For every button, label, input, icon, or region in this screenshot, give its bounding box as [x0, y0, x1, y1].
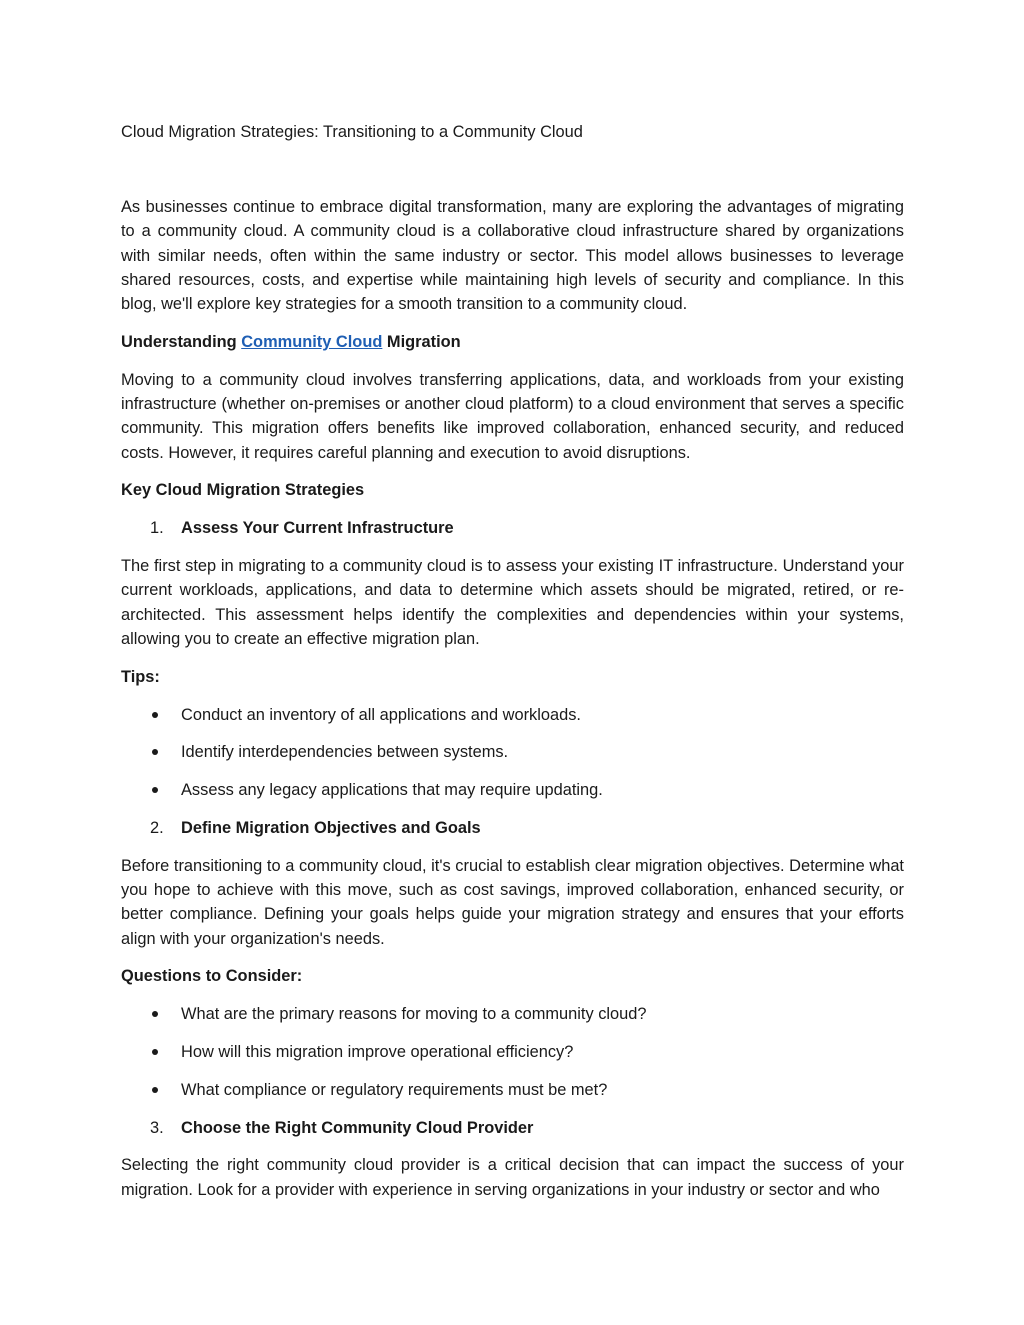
- list-item-text: What are the primary reasons for moving to a community cloud?: [181, 1005, 647, 1024]
- questions-heading: Questions to Consider:: [121, 967, 303, 986]
- list-item-text: What compliance or regulatory requirements must be met?: [181, 1080, 608, 1099]
- bullet-icon: [152, 749, 158, 755]
- step-3-title: Choose the Right Community Cloud Provider: [181, 1118, 534, 1137]
- intro-paragraph: As businesses continue to embrace digital transformation, many are exploring the advantages of migrating to a community cloud. A community cloud is a collaborative cloud infrastructure shared by organizations with similar needs, often within the same industry or sector. This model allows businesses to leverage shared resources, costs, and expertise while maintaining high levels of security and compliance. In this blog, we'll explore key strategies for a smooth transition to a community cloud.: [121, 198, 904, 314]
- bullet-icon: [152, 1011, 158, 1017]
- document-body: [121, 120, 904, 1216]
- step-3-number: 3.: [150, 1118, 164, 1137]
- step-3-heading: [121, 1116, 904, 1140]
- step-1-number: 1.: [150, 519, 164, 538]
- list-item-text: Identify interdependencies between systems.: [181, 743, 509, 762]
- bullet-icon: [152, 787, 158, 793]
- community-cloud-link[interactable]: Community Cloud: [241, 332, 383, 351]
- list-item: [121, 1040, 904, 1064]
- questions-list: [121, 1002, 904, 1102]
- understanding-heading-suffix: Migration: [386, 332, 461, 351]
- strategies-heading: Key Cloud Migration Strategies: [121, 481, 365, 500]
- understanding-paragraph: Moving to a community cloud involves transferring applications, data, and workloads from your existing infrastructure (whether on-premises or another cloud platform) to a cloud environment that serves a specific community. This migration offers benefits like improved collaboration, enhanced security, and reduced costs. However, it requires careful planning and execution to avoid disruptions.: [121, 370, 904, 462]
- bullet-icon: [152, 1087, 158, 1093]
- list-item-text: Conduct an inventory of all applications and workloads.: [181, 705, 581, 724]
- step-2-heading: [121, 816, 904, 840]
- understanding-heading: [121, 330, 904, 354]
- step-1-heading: [121, 516, 904, 540]
- list-item: [121, 740, 904, 764]
- understanding-heading-prefix: Understanding: [121, 332, 237, 351]
- step-2-paragraph: Before transitioning to a community cloud, it's crucial to establish clear migration objectives. Determine what you hope to achieve with this move, such as cost savings, improved collaboration, enhanced security, or better compliance. Defining your goals helps guide your migration strategy and ensures that your efforts align with your organization's needs.: [121, 856, 904, 948]
- tips-list: [121, 703, 904, 803]
- step-3-paragraph: Selecting the right community cloud provider is a critical decision that can impact the success of your migration. Look for a provider with experience in serving organizations in your industry or sector and who: [121, 1156, 904, 1199]
- list-item: [121, 1078, 904, 1102]
- step-1-title: Assess Your Current Infrastructure: [181, 519, 454, 538]
- tips-heading: Tips:: [121, 667, 160, 686]
- document-title: Cloud Migration Strategies: Transitioning to a Community Cloud: [121, 123, 583, 141]
- list-item-text: Assess any legacy applications that may require updating.: [181, 781, 603, 800]
- list-item: [121, 703, 904, 727]
- bullet-icon: [152, 712, 158, 718]
- step-1-paragraph: The first step in migrating to a community cloud is to assess your existing IT infrastructure. Understand your current workloads, applications, and data to determine which assets should be migrated, retired, or re-architected. This assessment helps identify the complexities and dependencies within your systems, allowing you to create an effective migration plan.: [121, 557, 904, 648]
- list-item-text: How will this migration improve operational efficiency?: [181, 1043, 574, 1062]
- step-2-number: 2.: [150, 818, 164, 837]
- step-2-title: Define Migration Objectives and Goals: [181, 818, 481, 837]
- bullet-icon: [152, 1049, 158, 1055]
- list-item: [121, 1002, 904, 1026]
- list-item: [121, 778, 904, 802]
